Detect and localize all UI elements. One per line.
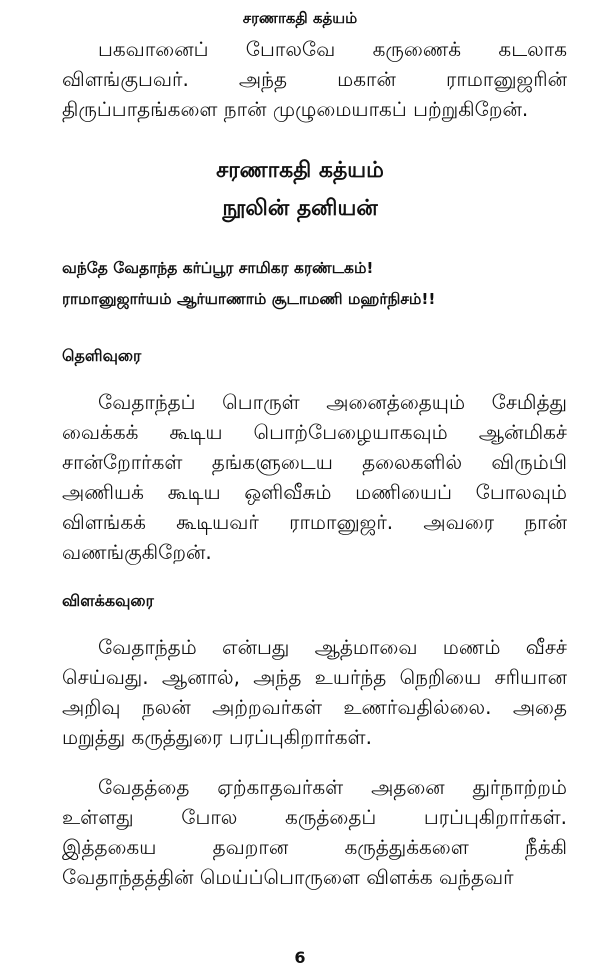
text-line: வேதத்தை ஏற்காதவர்கள் அதனை துர்நாற்றம்: [98, 775, 567, 799]
commentary-paragraph-2: [62, 772, 567, 892]
page-number: 6: [294, 948, 306, 967]
commentary-paragraph-1: [62, 632, 567, 752]
text-line: பகவானைப் போலவே கருணைக் கடலாக: [98, 37, 567, 61]
verse-line-2: ராமானுஜார்யம் ஆர்யாணாம் சூடாமணி மஹர்நிசம்!!: [62, 290, 436, 308]
text-line: செய்வது. ஆனால், அந்த உயர்ந்த நெறியை சரியான: [62, 665, 567, 689]
verse-line-1: வந்தே வேதாந்த கர்ப்பூர சாமிகர கரண்டகம்!: [62, 259, 374, 277]
text-line: அணியக் கூடிய ஒளிவீசும் மணியைப் போலவும்: [62, 480, 567, 504]
text-line: உள்ளது போல கருத்தைப் பரப்புகிறார்கள்.: [62, 805, 567, 829]
intro-paragraph: [62, 34, 567, 124]
text-line: விளங்குபவர். அந்த மகான் ராமானுஜரின்: [62, 67, 567, 91]
text-line: வேதாந்தத்தின் மெய்ப்பொருளை விளக்க வந்தவர்: [62, 865, 514, 889]
text-line: வேதாந்தப் பொருள் அனைத்தையும் சேமித்து: [98, 390, 567, 414]
text-line: விளங்கக் கூடியவர் ராமானுஜர். அவரை நான்: [62, 510, 567, 534]
text-line: சான்றோர்கள் தங்களுடைய தலைகளில் விரும்பி: [62, 450, 567, 474]
running-head: சரணாகதி கத்யம்: [242, 9, 358, 27]
text-line: திருப்பாதங்களை நான் முழுமையாகப் பற்றுகிறேன்.: [62, 97, 529, 121]
text-line: வைக்கக் கூடிய பொற்பேழையாகவும் ஆன்மிகச்: [62, 420, 567, 444]
explanation-paragraph: [62, 387, 567, 567]
section-heading-commentary: விளக்கவுரை: [62, 591, 154, 610]
text-line: வணங்குகிறேன்.: [62, 540, 212, 564]
chapter-subtitle: நூலின் தனியன்: [222, 196, 378, 221]
text-line: அறிவு நலன் அற்றவர்கள் உணர்வதில்லை. அதை: [62, 695, 567, 719]
section-heading-explanation: தெளிவுரை: [62, 346, 142, 365]
text-line: இத்தகைய தவறான கருத்துக்களை நீக்கி: [62, 835, 567, 859]
chapter-title: சரணாகதி கத்யம்: [216, 158, 384, 183]
text-line: வேதாந்தம் என்பது ஆத்மாவை மணம் வீசச்: [98, 635, 567, 659]
text-line: மறுத்து கருத்துரை பரப்புகிறார்கள்.: [62, 725, 372, 749]
